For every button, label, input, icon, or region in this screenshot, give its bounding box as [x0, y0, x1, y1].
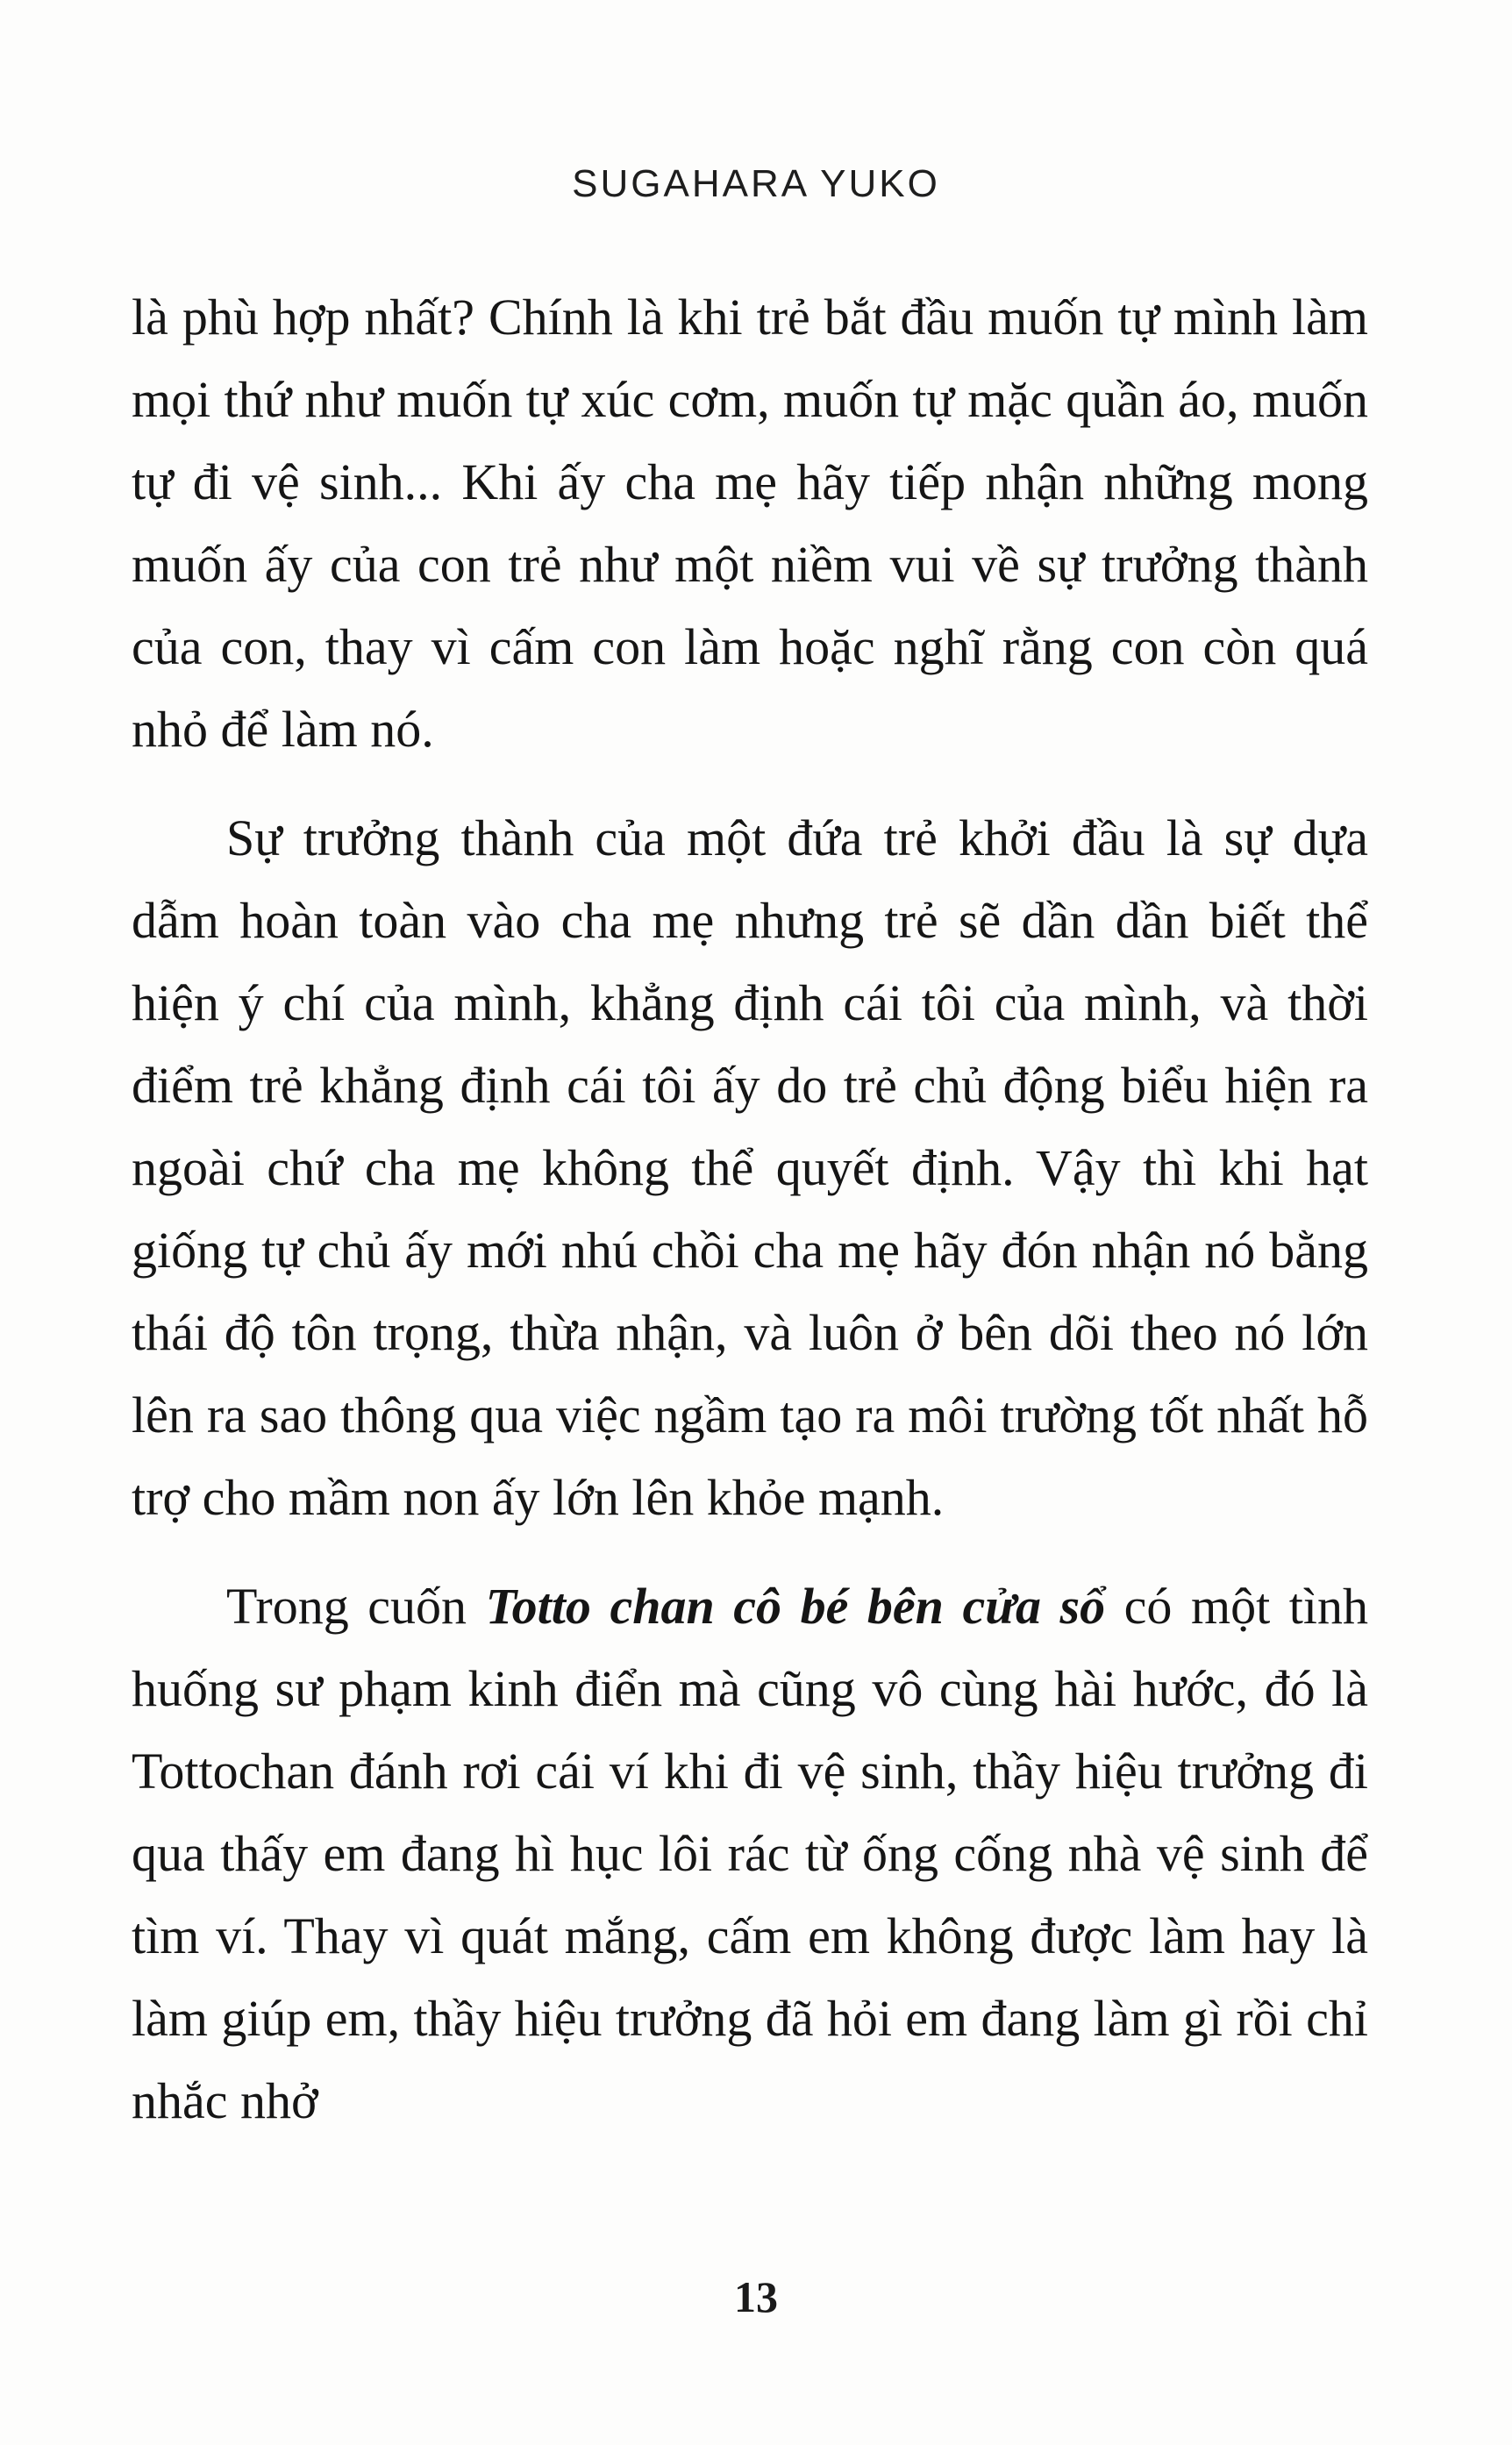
body-text — [132, 276, 1368, 2169]
running-head-author: SUGAHARA YUKO — [572, 162, 940, 205]
book-title: Totto chan cô bé bên cửa sổ — [485, 1578, 1106, 1635]
paragraph-3 — [132, 1565, 1368, 2142]
paragraph-1: là phù hợp nhất? Chính là khi trẻ bắt đầu muốn tự mình làm mọi thứ như muốn tự xúc cơm, muốn tự mặc quần áo, muốn tự đi vệ sinh... Khi ấy cha mẹ hãy tiếp nhận những mong muốn ấy của con trẻ như một niềm vui về sự trưởng thành của con, thay vì cấm con làm hoặc nghĩ rằng con còn quá nhỏ để làm nó. — [132, 289, 1368, 758]
page-number: 13 — [734, 2272, 778, 2321]
paragraph-3-rest: có một tình huống sư phạm kinh điển mà cũng vô cùng hài hước, đó là Tottochan đánh rơi cái ví khi đi vệ sinh, thầy hiệu trưởng đi qua thấy em đang hì hục lôi rác từ ống cống nhà vệ sinh để tìm ví. Thay vì quát mắng, cấm em không được làm hay là làm giúp em, thầy hiệu trưởng đã hỏi em đang làm gì rồi chỉ nhắc nhở — [132, 1578, 1369, 2129]
paragraph-2: Sự trưởng thành của một đứa trẻ khởi đầu là sự dựa dẫm hoàn toàn vào cha mẹ nhưng trẻ sẽ dần dần biết thể hiện ý chí của mình, khẳng định cái tôi của mình, và thời điểm trẻ khẳng định cái tôi ấy do trẻ chủ động biểu hiện ra ngoài chứ cha mẹ không thể quyết định. Vậy thì khi hạt giống tự chủ ấy mới nhú chồi cha mẹ hãy đón nhận nó bằng thái độ tôn trọng, thừa nhận, và luôn ở bên dõi theo nó lớn lên ra sao thông qua việc ngầm tạo ra môi trường tốt nhất hỗ trợ cho mầm non ấy lớn lên khỏe mạnh. — [132, 809, 1368, 1526]
paragraph-3-lead: Trong cuốn — [226, 1578, 486, 1635]
